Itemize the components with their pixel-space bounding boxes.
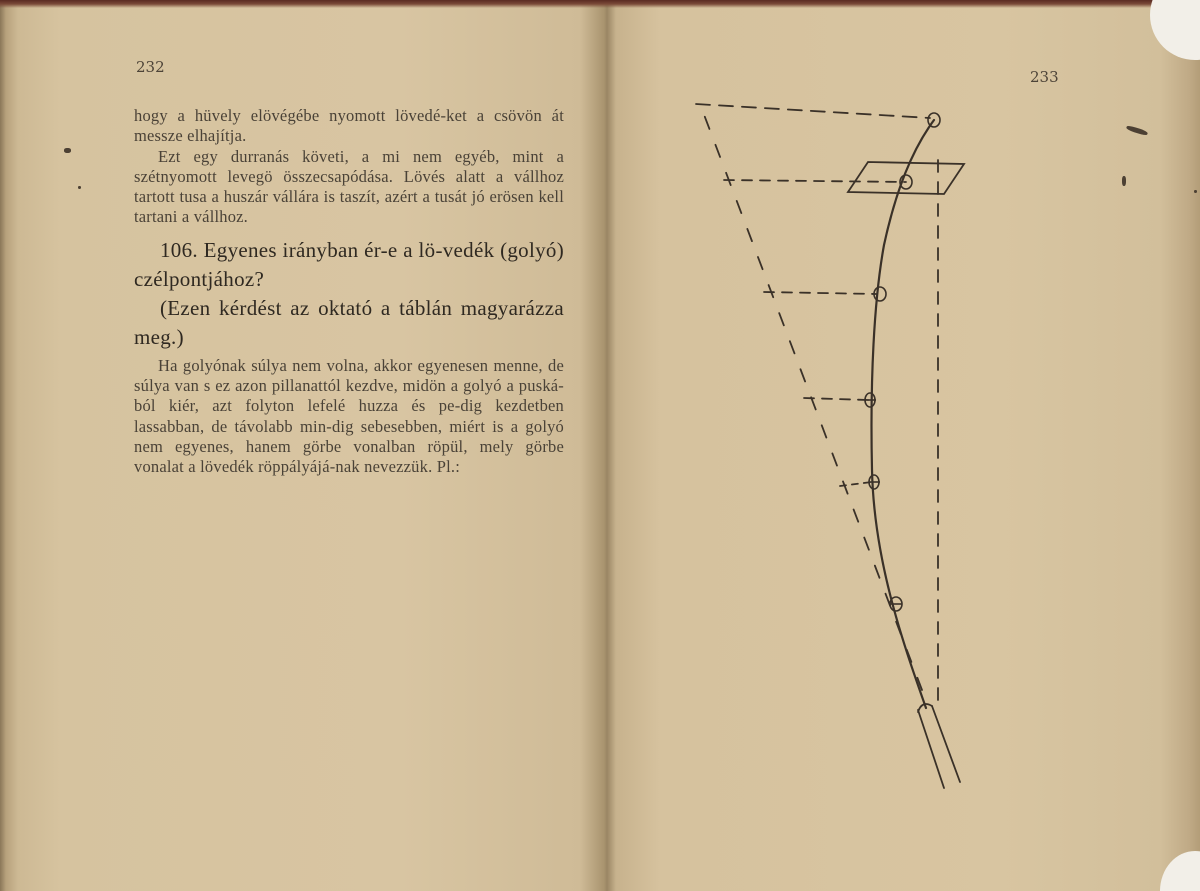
question-heading: 106. Egyenes irányban ér-e a lö-vedék (golyó) czélpontjához? — [134, 237, 564, 291]
trajectory-curve — [872, 120, 935, 708]
paragraph: Ezt egy durranás követi, a mi nem egyéb, mint a szétnyomott levegö összecsapódása. Lövés alatt a vállhoz tartott tusa a huszár vállára is taszít, azért a tusát jó erösen kell tartani a vállhoz. — [134, 146, 564, 227]
drop-marker — [804, 398, 868, 400]
gun-barrel — [918, 706, 960, 788]
trajectory-diagram — [606, 0, 1200, 891]
drop-marker — [764, 292, 876, 294]
page-number: 233 — [1030, 68, 1059, 86]
drop-marker — [724, 180, 906, 182]
paragraph: hogy a hüvely elövégébe nyomott lövedé-ket a csövön át messze elhajítja. — [134, 106, 564, 146]
right-page — [606, 0, 1200, 891]
paragraph: Ha golyónak súlya nem volna, akkor egyenesen menne, de súlya van s ez azon pillanattól kezdve, midön a golyó a puská-ból kiér, azt folyton lefelé huzza és pe-dig kezdetben lassabban, de távolabb min-dig sebesebben, miért is a golyó nem egyenes, hanem görbe vonalban röpül, mely görbe vonalat a lövedék röppályájá-nak nevezzük. Pl.: — [134, 355, 564, 477]
page-text — [134, 106, 564, 478]
top-line — [696, 104, 930, 118]
instruction-heading: (Ezen kérdést az oktató a táblán magyarázza meg.) — [134, 295, 564, 349]
drop-line — [700, 104, 922, 690]
page-number: 232 — [136, 58, 165, 76]
